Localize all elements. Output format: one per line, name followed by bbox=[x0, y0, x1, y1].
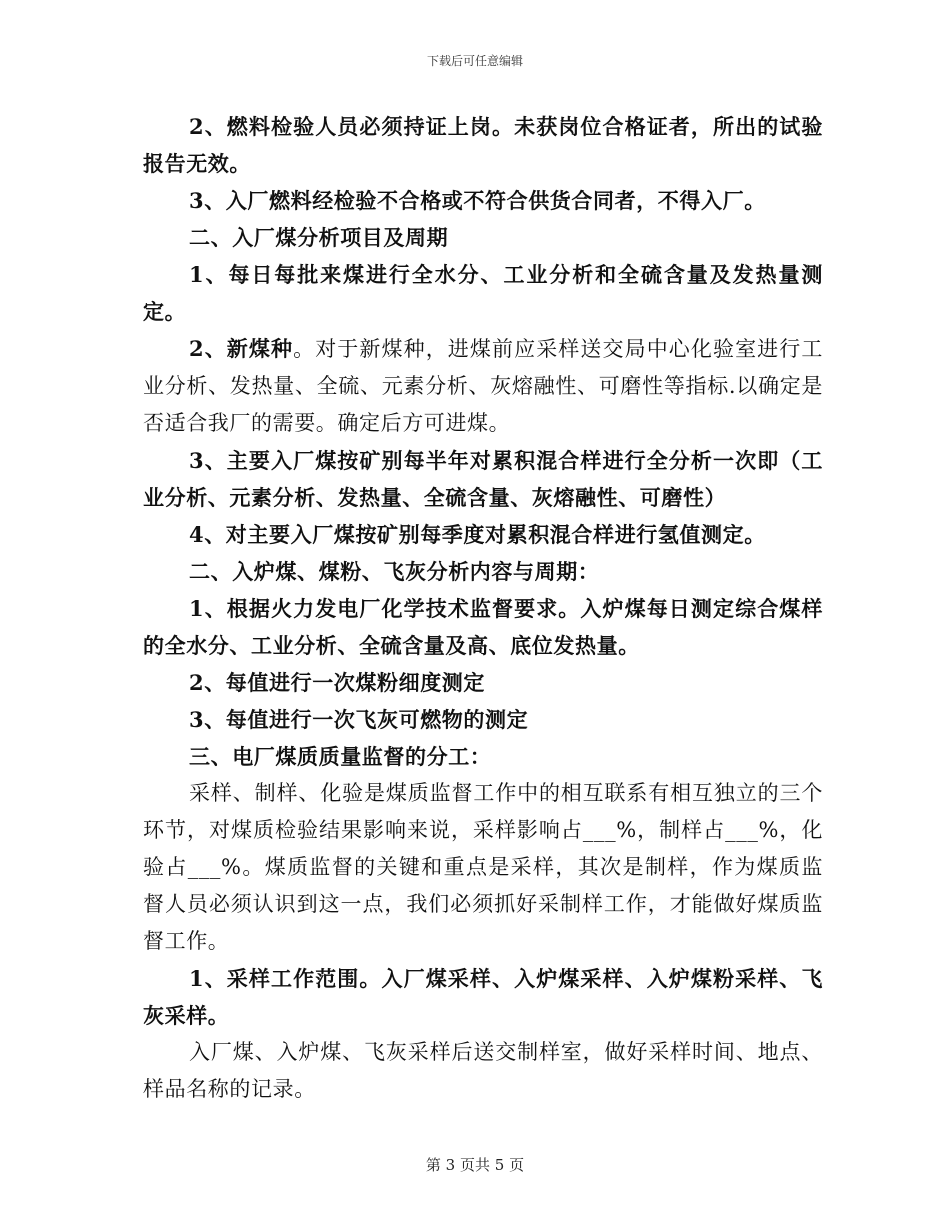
paragraph-furnace-daily: 1、根据火力发电厂化学技术监督要求。入炉煤每日测定综合煤样的全水分、工业分析、全硫含量及高、底位发热量。 bbox=[143, 596, 823, 658]
paragraph-pulverized-fineness: 2、每值进行一次煤粉细度测定 bbox=[189, 670, 486, 695]
page-footer: 第 3 页共 5 页 bbox=[425, 1156, 525, 1174]
paragraph-inspector-certification: 2、燃料检验人员必须持证上岗。未获岗位合格证者，所出的试验报告无效。 bbox=[143, 114, 823, 176]
section-heading-incoming-coal: 二、入厂煤分析项目及周期 bbox=[189, 225, 449, 250]
paragraph-semiannual-analysis: 3、主要入厂煤按矿别每半年对累积混合样进行全分析一次即（工业分析、元素分析、发热量、全硫含量、灰熔融性、可磨性） bbox=[143, 448, 823, 510]
paragraph-daily-analysis: 1、每日每批来煤进行全水分、工业分析和全硫含量及发热量测定。 bbox=[143, 262, 823, 324]
page-header: 下载后可任意编辑 bbox=[426, 54, 523, 68]
section-heading-furnace-coal: 二、入炉煤、煤粉、飞灰分析内容与周期： bbox=[189, 559, 600, 584]
paragraph-fly-ash: 3、每值进行一次飞灰可燃物的测定 bbox=[189, 707, 529, 732]
document-body bbox=[143, 108, 823, 1108]
paragraph-sampling-scope: 1、采样工作范围。入厂煤采样、入炉煤采样、入炉煤粉采样、飞灰采样。 bbox=[143, 966, 823, 1028]
paragraph-sampling-record: 入厂煤、入炉煤、飞灰采样后送交制样室，做好采样时间、地点、样品名称的记录。 bbox=[143, 1040, 823, 1101]
paragraph-unqualified-fuel: 3、入厂燃料经检验不合格或不符合供货合同者，不得入厂。 bbox=[189, 188, 766, 213]
paragraph-quarterly-hydrogen: 4、对主要入厂煤按矿别每季度对累积混合样进行氢值测定。 bbox=[189, 522, 766, 547]
new-coal-type-label: 2、新煤种 bbox=[189, 336, 294, 361]
new-coal-type-text: 。对于新煤种，进煤前应采样送交局中心化验室进行工业分析、发热量、全硫、元素分析、灰熔融性、可磨性等指标.以确定是否适合我厂的需要。确定后方可进煤。 bbox=[143, 337, 823, 435]
paragraph-new-coal-type bbox=[143, 330, 823, 442]
paragraph-sampling-importance: 采样、制样、化验是煤质监督工作中的相互联系有相互独立的三个环节，对煤质检验结果影响来说，采样影响占___%，制样占___%，化验占___%。煤质监督的关键和重点是采样，其次是制样，作为煤质监督人员必须认识到这一点，我们必须抓好采制样工作，才能做好煤质监督工作。 bbox=[143, 781, 823, 953]
section-heading-supervision: 三、电厂煤质质量监督的分工： bbox=[189, 744, 492, 769]
